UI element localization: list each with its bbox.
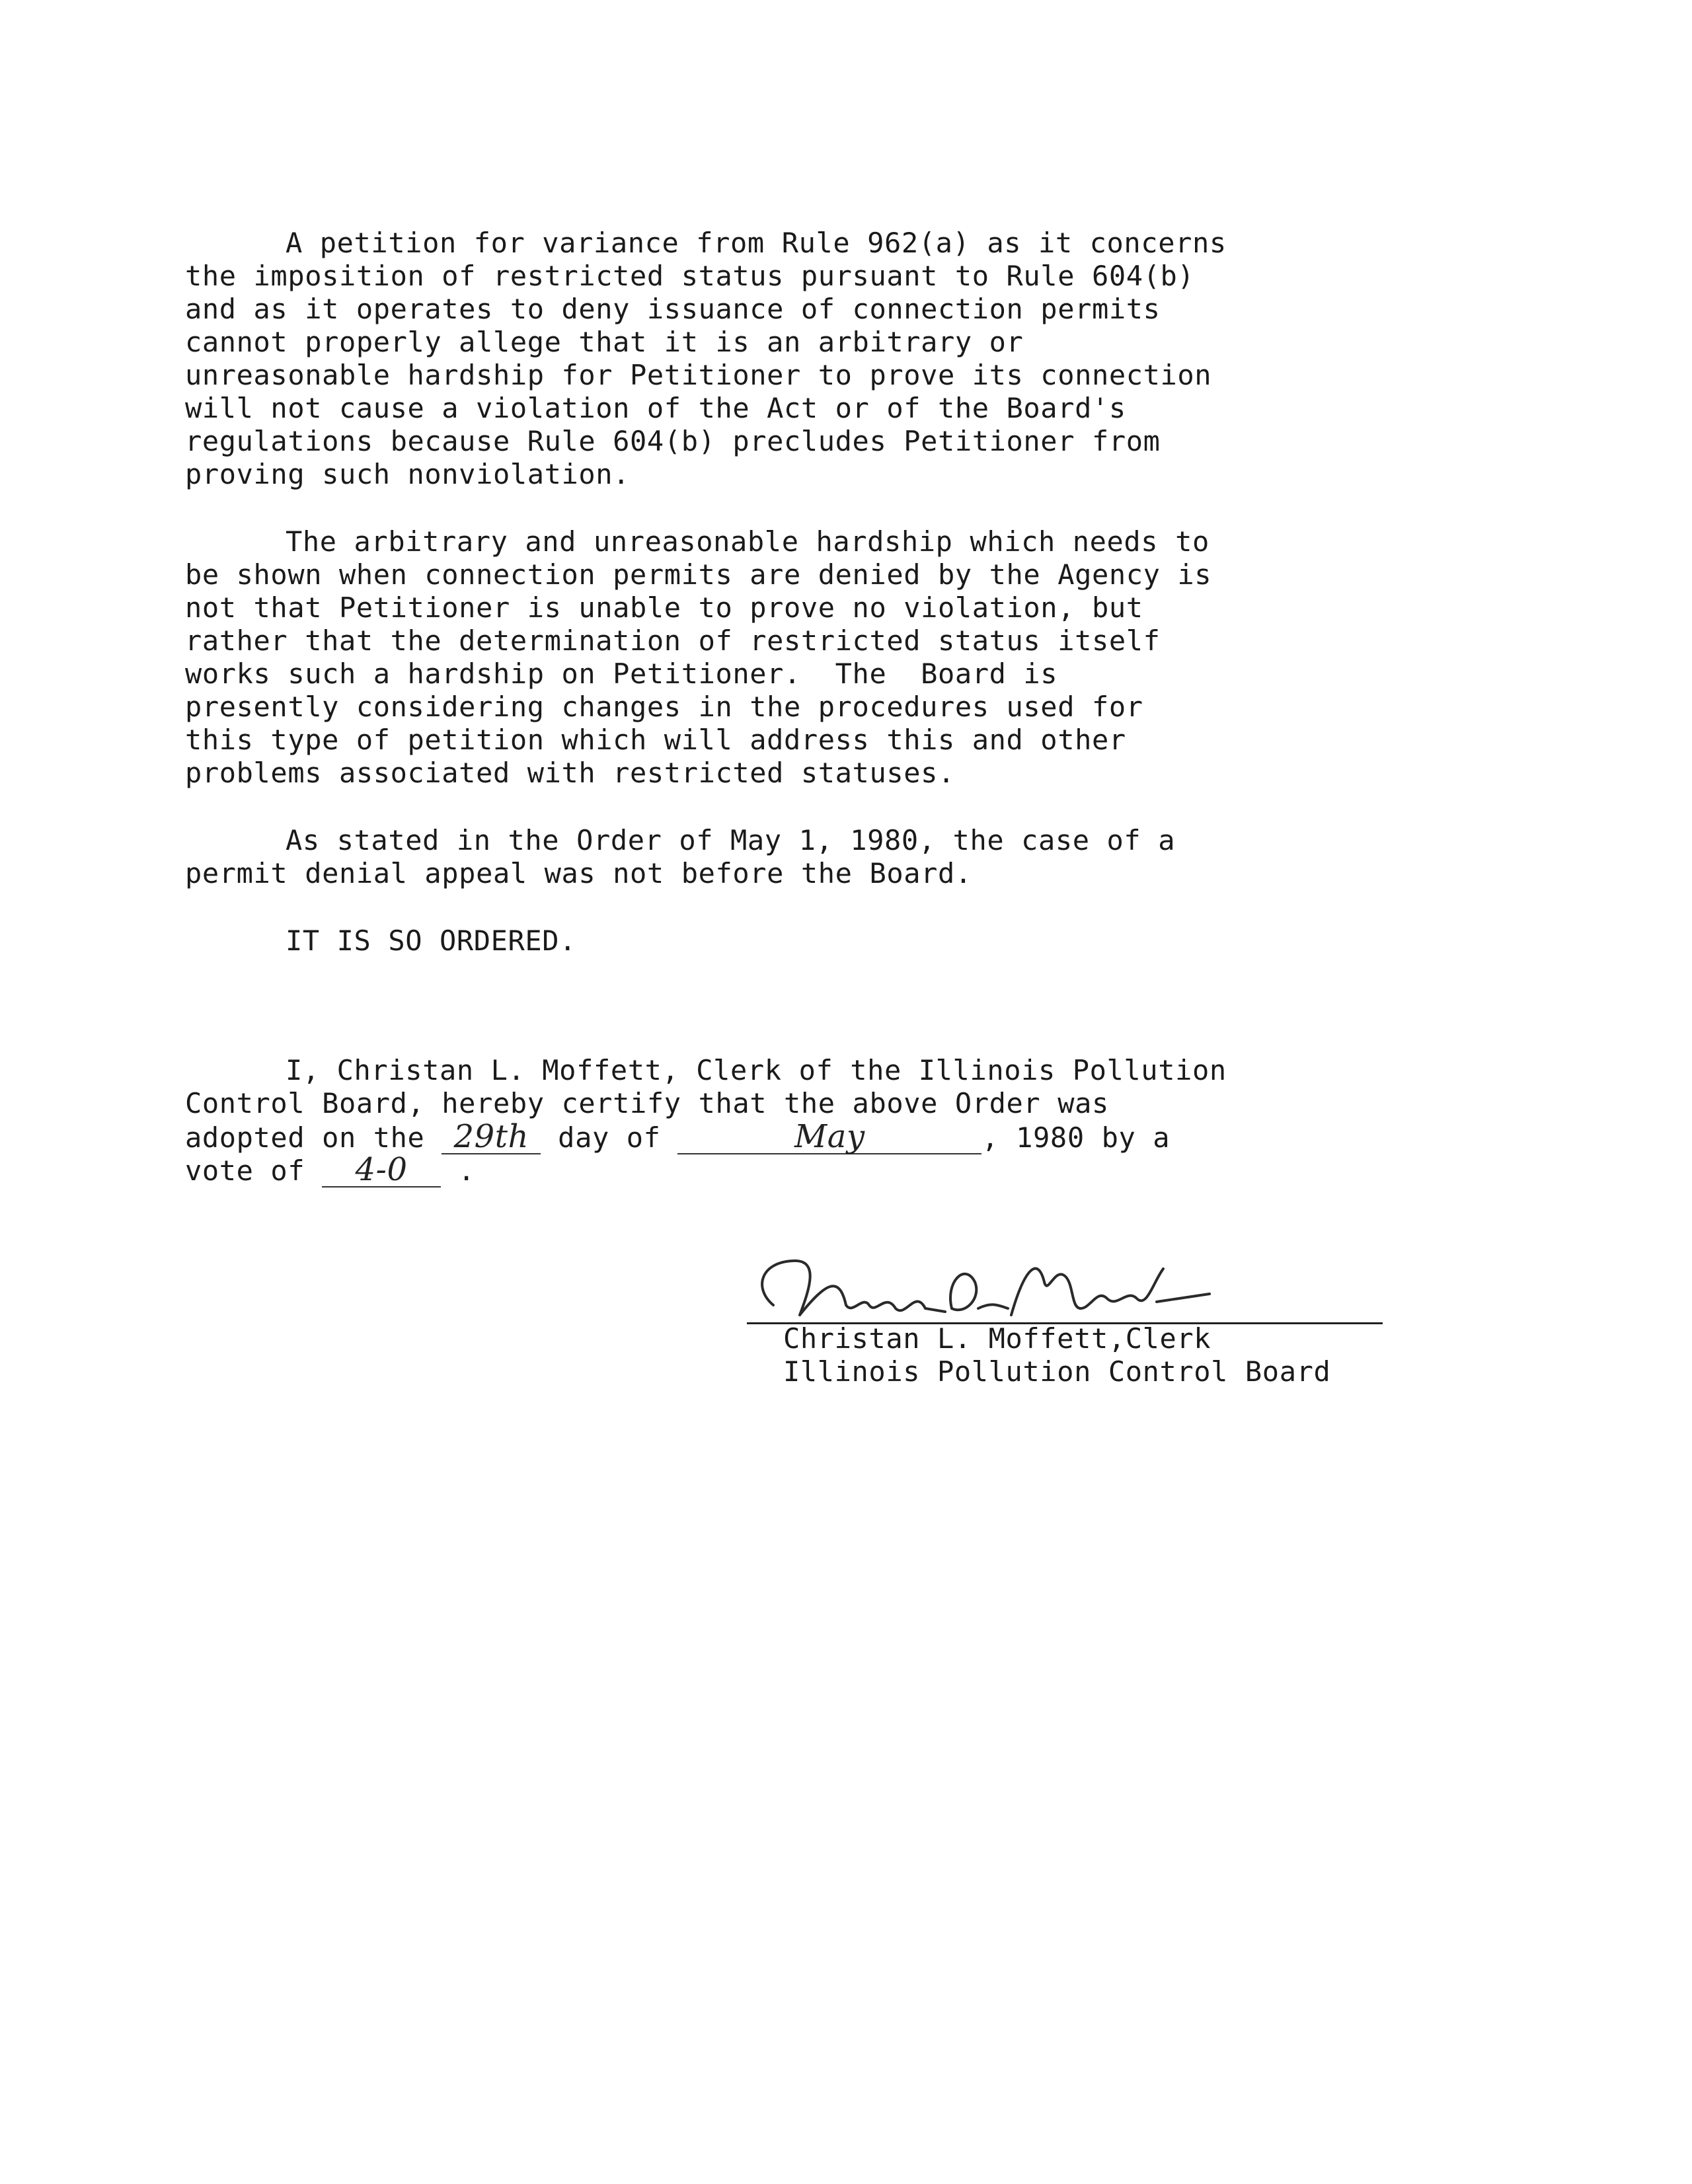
text-line: As stated in the Order of May 1, 1980, the case of a — [286, 824, 1176, 856]
vote-blank: 4-0 — [322, 1153, 441, 1187]
text-fragment: adopted on the — [185, 1121, 442, 1154]
text-line: presently considering changes in the procedures used for — [185, 691, 1143, 723]
text-line: will not cause a violation of the Act or of the Board's — [185, 392, 1126, 424]
text-line: problems associated with restricted statuses. — [185, 757, 955, 789]
text-line: and as it operates to deny issuance of connection permits — [185, 293, 1161, 325]
text-line — [185, 1120, 1170, 1154]
text-line: Control Board, hereby certify that the above Order was — [185, 1087, 1109, 1119]
text-line: unreasonable hardship for Petitioner to prove its connection — [185, 359, 1212, 391]
text-line: regulations because Rule 604(b) precludes Petitioner from — [185, 425, 1161, 457]
order-statement: IT IS SO ORDERED. — [286, 924, 577, 957]
text-fragment: , 1980 by a — [981, 1121, 1171, 1154]
text-line: cannot properly allege that it is an arbitrary or — [185, 326, 1024, 358]
text-fragment: day of — [541, 1121, 678, 1154]
day-blank: 29th — [442, 1120, 541, 1154]
text-line: A petition for variance from Rule 962(a) as it concerns — [286, 227, 1227, 259]
text-line — [185, 1153, 475, 1187]
text-line: not that Petitioner is unable to prove no violation, but — [185, 591, 1143, 624]
text-line: the imposition of restricted status pursuant to Rule 604(b) — [185, 260, 1195, 292]
text-line: permit denial appeal was not before the Board. — [185, 857, 972, 889]
text-line: The arbitrary and unreasonable hardship which needs to — [286, 525, 1210, 558]
signatory-name: Christan L. Moffett,Clerk — [783, 1322, 1211, 1355]
signatory-organization: Illinois Pollution Control Board — [783, 1355, 1331, 1388]
text-fragment: vote of — [185, 1154, 323, 1187]
text-line: proving such nonviolation. — [185, 458, 631, 490]
text-fragment: . — [441, 1154, 475, 1187]
text-line: be shown when connection permits are denied by the Agency is — [185, 558, 1212, 591]
text-line: rather that the determination of restricted status itself — [185, 624, 1161, 657]
handwritten-signature — [747, 1242, 1223, 1335]
text-line: I, Christan L. Moffett, Clerk of the Illinois Pollution — [286, 1054, 1227, 1086]
text-line: this type of petition which will address this and other — [185, 724, 1126, 756]
month-blank: May — [677, 1120, 981, 1154]
text-line: works such a hardship on Petitioner. The Board is — [185, 658, 1058, 690]
